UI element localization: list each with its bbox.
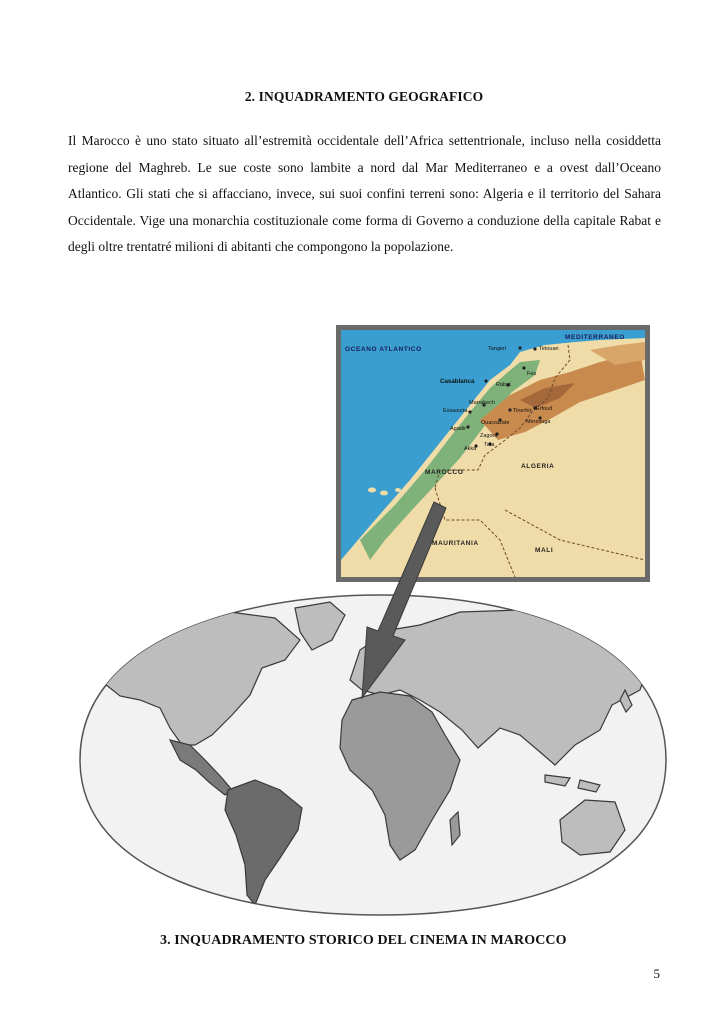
city-marrakech: Marrakech xyxy=(469,400,495,406)
city-merzouga: Merzouga xyxy=(526,419,551,425)
section-title: 2. INQUADRAMENTO GEOGRAFICO xyxy=(244,89,484,104)
city-tata: Tata xyxy=(484,442,495,448)
label-atlantic: OCEANO ATLANTICO xyxy=(345,346,422,353)
label-mali: MALI xyxy=(535,547,554,554)
city-erfoud: Erfoud xyxy=(536,406,553,412)
city-zagora: Zagora xyxy=(480,433,498,439)
city-agadir: Agadir xyxy=(450,426,466,432)
city-essaouira: Essaouira xyxy=(443,408,468,414)
city-tangeri: Tangeri xyxy=(488,346,507,352)
city-casablanca: Casablanca xyxy=(440,378,475,385)
label-algeria: ALGERIA xyxy=(521,463,555,470)
city-tinerhir: Tinerhir xyxy=(513,408,532,414)
city-akka: Akka xyxy=(464,446,477,452)
city-ouarzazate: Ouarzazate xyxy=(481,420,510,426)
label-mauritania: MAURITANIA xyxy=(432,540,479,547)
label-mediterranean: MEDITERRANEO xyxy=(565,334,625,341)
city-tetouan: Tetouan xyxy=(539,346,559,352)
section-3-title: 3. INQUADRAMENTO STORICO DEL CINEMA IN MAROCCO xyxy=(160,933,567,948)
page-number: 5 xyxy=(653,966,660,981)
city-fes: Fes xyxy=(527,371,537,377)
city-rabat: Rabat xyxy=(496,382,511,388)
body-paragraph: Il Marocco è uno stato situato all’estremità occidentale dell’Africa settentrionale, incluso nella cosiddetta regione del Maghreb. Le sue coste sono lambite a nord dal Mar Mediterraneo e a ovest dall’Oceano Atlantico. Gli stati che si affacciano, invece, sui suoi confini terreni sono: Algeria e il territorio del Sahara Occidentale. Vige una monarchia costituzionale come forma di Governo a conduzione della capitale Rabat e degli oltre trentatré milioni di abitanti che compongono la popolazione. xyxy=(68,133,661,255)
morocco-map xyxy=(336,325,650,582)
label-morocco: MAROCCO xyxy=(425,469,464,476)
